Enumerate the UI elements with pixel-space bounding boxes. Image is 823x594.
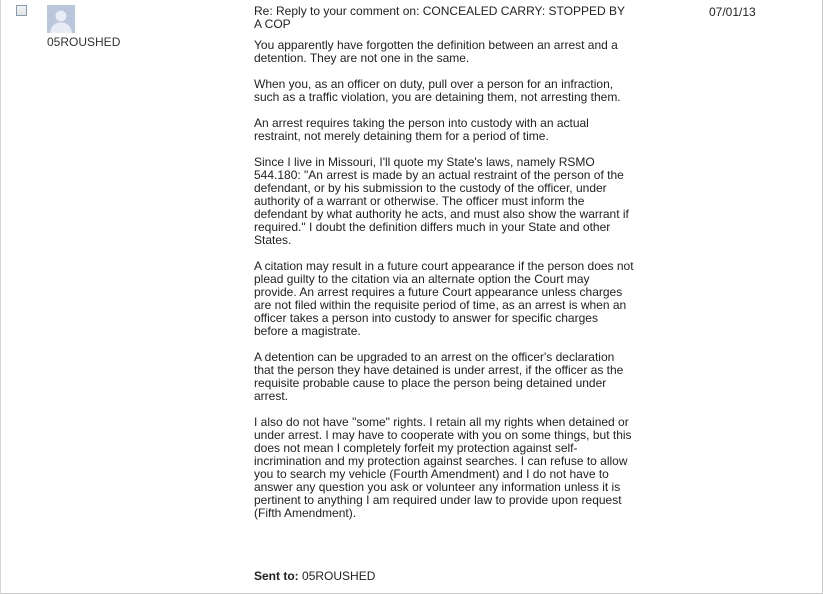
body-paragraph: A detention can be upgraded to an arrest on the officer's declaration that the person they have detained is under arrest, if the officer as the requisite probable cause to place the person being detained under arrest. bbox=[254, 350, 624, 403]
row-divider bbox=[0, 0, 1, 594]
body-paragraph: I also do not have "some" rights. I retain all my rights when detained or under arrest. I may have to cooperate with you on some things, but this does not mean I completely forfeit my protection against self-incrimination and my protection against searches. I can refuse to allow you to search my vehicle (Fourth Amendment) and I do not have to answer any question you ask or volunteer any information unless it is pertinent to anything I am required under law to provide upon request (Fifth Amendment). bbox=[254, 415, 632, 520]
body-paragraph: When you, as an officer on duty, pull over a person for an infraction, such as a traffic violation, you are detaining them, not arresting them. bbox=[254, 77, 621, 104]
sent-to-recipient[interactable]: 05ROUSHED bbox=[302, 569, 376, 583]
body-paragraph: Since I live in Missouri, I'll quote my State's laws, namely RSMO 544.180: "An arrest is made by an actual restraint of the person of the defendant, or by his submission to the custody of the officer, under authority of a warrant or otherwise. The officer must inform the defendant by what authority he acts, and must also show the warrant if required." I doubt the definition differs much in your State and other States. bbox=[254, 155, 629, 247]
sent-to-line bbox=[254, 569, 375, 583]
message-body bbox=[254, 39, 634, 533]
body-paragraph: A citation may result in a future court appearance if the person does not plead guilty to the citation via an alternate option the Court may provide. An arrest requires a future Court appearance unless charges are not filed within the requisite period of time, as an arrest is when an officer takes a person into custody to answer for specific charges before a magistrate. bbox=[254, 259, 634, 338]
body-paragraph: An arrest requires taking the person into custody with an actual restraint, not merely detaining them for a period of time. bbox=[254, 116, 589, 143]
message-subject[interactable]: Re: Reply to your comment on: CONCEALED CARRY: STOPPED BY A COP bbox=[254, 4, 625, 31]
user-avatar-icon[interactable] bbox=[47, 5, 75, 33]
body-paragraph: You apparently have forgotten the definition between an arrest and a detention. They are not one in the same. bbox=[254, 38, 618, 65]
message-date: 07/01/13 bbox=[709, 5, 756, 19]
author-username[interactable]: 05ROUSHED bbox=[47, 35, 121, 49]
select-message-checkbox[interactable] bbox=[16, 5, 27, 16]
sent-to-label: Sent to: bbox=[254, 569, 299, 583]
